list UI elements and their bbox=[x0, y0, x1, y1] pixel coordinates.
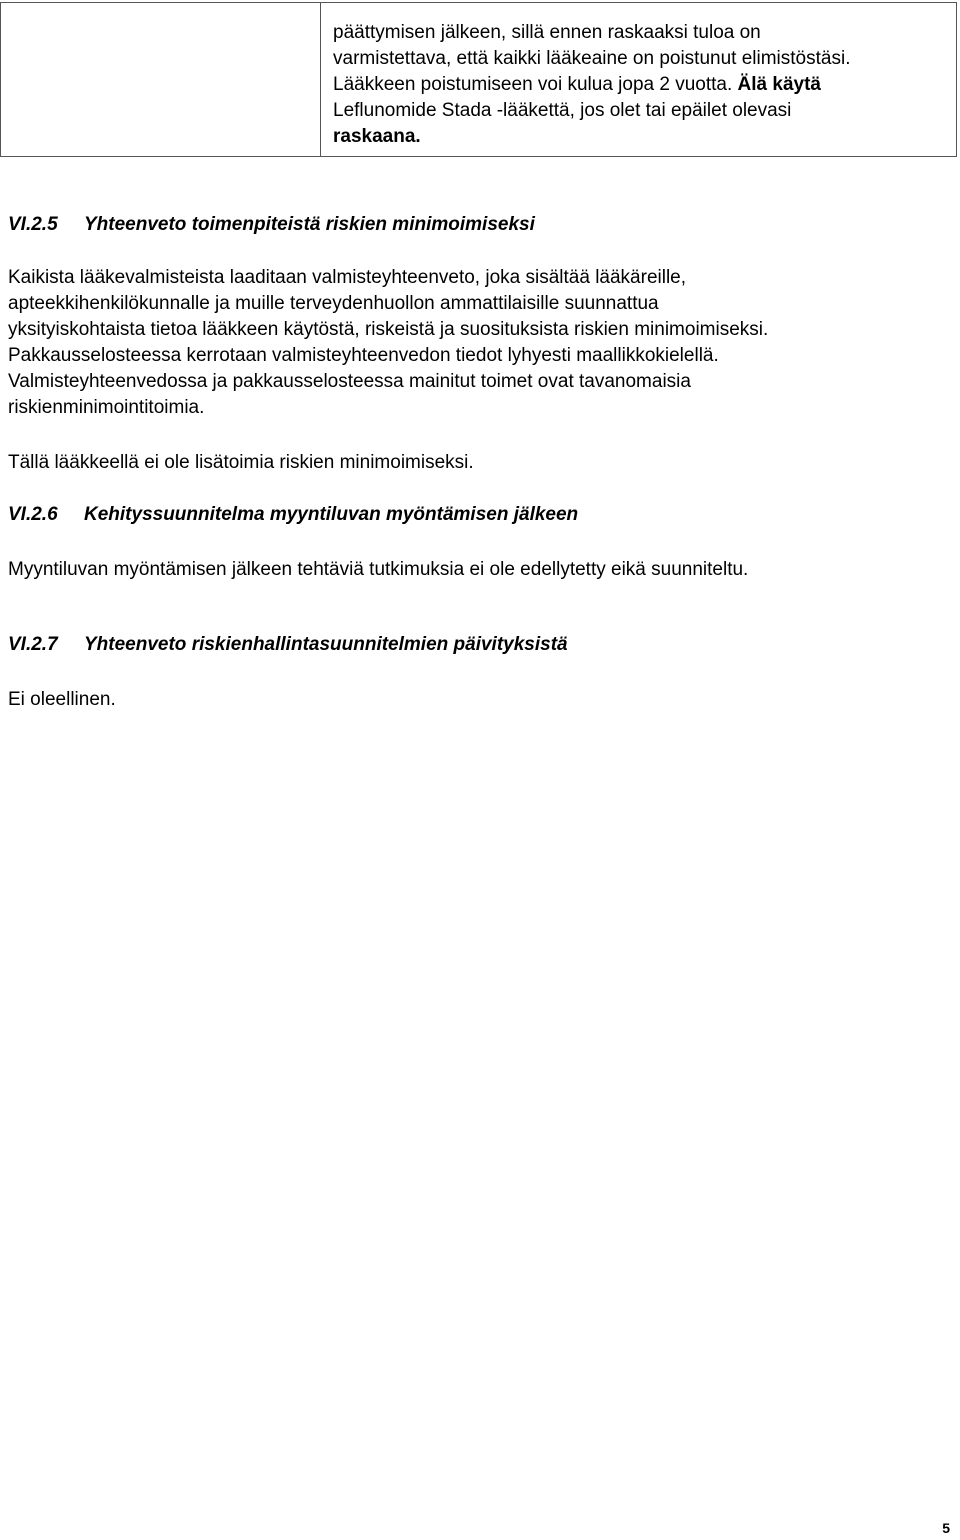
table-cell-empty bbox=[1, 3, 321, 156]
bold-warning: Älä käytä bbox=[737, 74, 821, 95]
text: Lääkkeen poistumiseen voi kulua jopa 2 vuotta. bbox=[333, 74, 738, 95]
section-number: VI.2.7 bbox=[8, 634, 58, 655]
paragraph-line: Pakkausselosteessa kerrotaan valmisteyhteenvedon tiedot lyhyesti maallikkokielellä. bbox=[8, 345, 719, 366]
bold-warning: raskaana. bbox=[333, 126, 421, 147]
section-heading-627 bbox=[8, 634, 568, 656]
section-625-note: Tällä lääkkeellä ei ole lisätoimia riskien minimoimiseksi. bbox=[8, 452, 474, 473]
info-table bbox=[0, 2, 957, 157]
section-title: Yhteenveto toimenpiteistä riskien minimoimiseksi bbox=[84, 214, 535, 235]
section-627-text: Ei oleellinen. bbox=[8, 689, 116, 710]
section-number: VI.2.5 bbox=[8, 214, 58, 235]
section-heading-625 bbox=[8, 214, 535, 236]
table-line: Leflunomide Stada -lääkettä, jos olet tai epäilet olevasi bbox=[333, 100, 792, 121]
paragraph-line: apteekkihenkilökunnalle ja muille terveydenhuollon ammattilaisille suunnattua bbox=[8, 293, 659, 314]
paragraph-line: yksityiskohtaista tietoa lääkkeen käytöstä, riskeistä ja suosituksista riskien minimoimiseksi. bbox=[8, 319, 769, 340]
section-625-paragraph bbox=[8, 265, 768, 421]
section-heading-626 bbox=[8, 504, 578, 526]
table-line bbox=[333, 124, 956, 150]
section-title: Kehityssuunnitelma myyntiluvan myöntämisen jälkeen bbox=[84, 504, 579, 525]
table-line: varmistettava, että kaikki lääkeaine on poistunut elimistöstäsi. bbox=[333, 48, 851, 69]
table-line bbox=[333, 72, 956, 98]
paragraph-line: riskienminimointitoimia. bbox=[8, 397, 205, 418]
paragraph-line: Kaikista lääkevalmisteista laaditaan valmisteyhteenveto, joka sisältää lääkäreille, bbox=[8, 267, 687, 288]
page-number: 5 bbox=[942, 1520, 950, 1536]
section-title: Yhteenveto riskienhallintasuunnitelmien päivityksistä bbox=[84, 634, 568, 655]
section-number: VI.2.6 bbox=[8, 504, 58, 525]
table-cell-text bbox=[321, 3, 956, 156]
paragraph-line: Valmisteyhteenvedossa ja pakkausselosteessa mainitut toimet ovat tavanomaisia bbox=[8, 371, 691, 392]
section-626-text: Myyntiluvan myöntämisen jälkeen tehtäviä tutkimuksia ei ole edellytetty eikä suunniteltu. bbox=[8, 559, 749, 580]
table-line: päättymisen jälkeen, sillä ennen raskaaksi tuloa on bbox=[333, 22, 761, 43]
